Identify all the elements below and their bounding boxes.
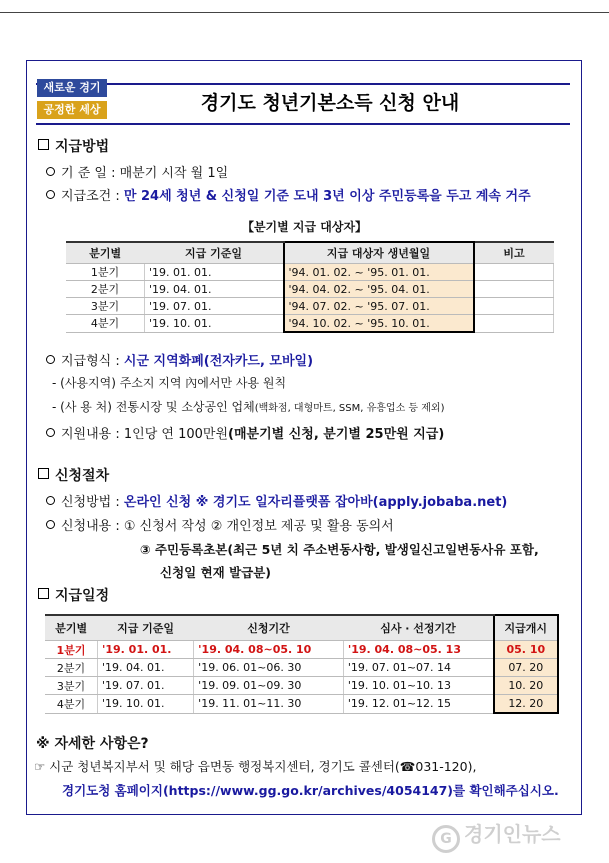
table-header: 신청기간 — [194, 615, 344, 641]
section-heading: 지급방법 — [55, 139, 110, 155]
table-row — [45, 695, 558, 714]
circle-bullet-icon — [46, 167, 55, 176]
circle-bullet-icon — [46, 496, 55, 505]
table-cell: '19. 10. 01~10. 13 — [343, 677, 493, 695]
table-header: 지급 대상자 생년월일 — [284, 242, 474, 264]
table-header: 지급개시 — [494, 615, 558, 641]
table-header: 지급 기준일 — [145, 242, 284, 264]
table-cell: '94. 10. 02. ~ '95. 10. 01. — [284, 315, 474, 333]
table-cell: '19. 04. 08~05. 10 — [194, 641, 344, 659]
use-place-exclusions: (백화점, 대형마트, SSM, 유흥업소 등 제외) — [254, 403, 445, 414]
support-content-line — [46, 423, 444, 442]
table-cell: 1분기 — [66, 264, 145, 281]
apply-content-label: 신청내용 : — [61, 519, 120, 534]
table-cell: 12. 20 — [494, 695, 558, 714]
top-border — [0, 0, 609, 13]
table-row — [45, 659, 558, 677]
table-cell — [474, 315, 554, 333]
support-amount: 1인당 연 100만원 — [123, 427, 229, 442]
table-cell: 2분기 — [45, 659, 98, 677]
payment-form-label: 지급형식 : — [61, 354, 120, 369]
more-info-link[interactable]: 경기도청 홈페이지(https://www.gg.go.kr/archives/4054147)를 확인해주십시오. — [62, 783, 559, 798]
circle-bullet-icon — [46, 190, 55, 199]
checkbox-square-icon — [38, 588, 49, 599]
apply-content-line — [46, 515, 394, 534]
circle-bullet-icon — [46, 428, 55, 437]
logo-line-1: 새로운 경기 — [37, 79, 107, 97]
table-cell: 4분기 — [45, 695, 98, 714]
support-content-label: 지원내용 : — [61, 427, 120, 442]
table-cell: '19. 10. 01. — [98, 695, 194, 714]
header-rule-bottom — [36, 123, 570, 125]
page-title: 경기도 청년기본소득 신청 안내 — [200, 92, 460, 114]
table-cell: '19. 11. 01~11. 30 — [194, 695, 344, 714]
table-cell: '94. 01. 02. ~ '95. 01. 01. — [284, 264, 474, 281]
use-place-text: - (사 용 처) 전통시장 및 소상공인 업체 — [52, 400, 255, 414]
table-cell: '19. 07. 01. — [145, 298, 284, 315]
table-row — [66, 281, 554, 298]
table-cell: '19. 04. 01. — [98, 659, 194, 677]
table-cell: '19. 06. 01~06. 30 — [194, 659, 344, 677]
table-header: 비고 — [474, 242, 554, 264]
use-area-line: - (사용지역) 주소지 지역 內에서만 사용 원칙 — [52, 376, 287, 390]
checkbox-square-icon — [38, 468, 49, 479]
apply-content-line-3: ③ 주민등록초본(최근 5년 치 주소변동사항, 발생일신고일변동사유 포함, — [140, 542, 539, 557]
header-rule-top — [36, 83, 570, 85]
table-cell: '19. 10. 01. — [145, 315, 284, 333]
table-cell — [474, 298, 554, 315]
condition-line — [46, 185, 531, 204]
apply-content-line-3b: 신청일 현재 발급분) — [160, 565, 272, 580]
apply-method-line — [46, 491, 507, 510]
table-header: 분기별 — [45, 615, 98, 641]
table-cell: 3분기 — [45, 677, 98, 695]
table-cell: '19. 04. 08~05. 13 — [343, 641, 493, 659]
payment-form-line — [46, 350, 313, 369]
more-info-line-1: ☞ 시군 청년복지부서 및 해당 읍면동 행정복지센터, 경기도 콜센터(☎031-120), — [34, 759, 477, 774]
table-cell: 2분기 — [66, 281, 145, 298]
circle-bullet-icon — [46, 520, 55, 529]
table-cell: '19. 09. 01~09. 30 — [194, 677, 344, 695]
table-cell: 3분기 — [66, 298, 145, 315]
base-date-value: 매분기 시작 월 1일 — [119, 166, 229, 181]
section-payment-schedule — [38, 585, 109, 605]
table-row — [66, 315, 554, 333]
use-place-line — [52, 398, 444, 415]
section-heading: 지급일정 — [55, 588, 110, 604]
table-cell: 05. 10 — [494, 641, 558, 659]
table-cell — [474, 264, 554, 281]
gyeonggi-logo — [37, 79, 107, 123]
news-logo-icon: G — [432, 825, 460, 853]
table-header: 심사 · 선정기간 — [343, 615, 493, 641]
table-cell: 07. 20 — [494, 659, 558, 677]
table-cell: '19. 12. 01~12. 15 — [343, 695, 493, 714]
section-payment-method — [38, 136, 109, 156]
table-cell: 1분기 — [45, 641, 98, 659]
payment-schedule-table — [45, 614, 559, 714]
condition-value: 만 24세 청년 & 신청일 기준 도내 3년 이상 주민등록을 두고 계속 거주 — [123, 189, 531, 204]
table-cell: '19. 07. 01. — [98, 677, 194, 695]
table-row — [45, 677, 558, 695]
base-date-line — [46, 162, 228, 181]
table-cell — [474, 281, 554, 298]
table-cell: '19. 07. 01~07. 14 — [343, 659, 493, 677]
circle-bullet-icon — [46, 355, 55, 364]
table-cell: 4분기 — [66, 315, 145, 333]
table-header: 지급 기준일 — [98, 615, 194, 641]
table-row — [66, 298, 554, 315]
table-cell: '94. 07. 02. ~ '95. 07. 01. — [284, 298, 474, 315]
watermark-text: 경기인뉴스 — [464, 822, 561, 846]
quarterly-recipients-table — [66, 241, 554, 333]
apply-method-label: 신청방법 : — [61, 495, 120, 510]
table-header: 분기별 — [66, 242, 145, 264]
apply-content-value: ① 신청서 작성 ② 개인정보 제공 및 활용 동의서 — [123, 519, 394, 534]
logo-line-2: 공정한 세상 — [37, 101, 107, 119]
section-heading: 신청절차 — [55, 468, 110, 484]
condition-label: 지급조건 : — [61, 189, 120, 204]
base-date-label: 기 준 일 : — [61, 166, 116, 181]
table-cell: '19. 04. 01. — [145, 281, 284, 298]
table-row — [45, 641, 558, 659]
payment-form-value: 시군 지역화폐(전자카드, 모바일) — [123, 354, 314, 369]
more-info-heading: ※ 자세한 사항은? — [36, 736, 149, 752]
watermark — [432, 818, 561, 853]
section-application-process — [38, 465, 109, 485]
table-cell: '94. 04. 02. ~ '95. 04. 01. — [284, 281, 474, 298]
table-row — [66, 264, 554, 281]
table-caption: 【분기별 지급 대상자】 — [241, 220, 368, 234]
table-cell: '19. 01. 01. — [98, 641, 194, 659]
checkbox-square-icon — [38, 139, 49, 150]
table-cell: '19. 01. 01. — [145, 264, 284, 281]
support-detail: (매분기별 신청, 분기별 25만원 지급) — [228, 427, 445, 442]
table-cell: 10. 20 — [494, 677, 558, 695]
apply-method-value: 온라인 신청 ※ 경기도 일자리플랫폼 잡아바(apply.jobaba.net) — [123, 495, 508, 510]
